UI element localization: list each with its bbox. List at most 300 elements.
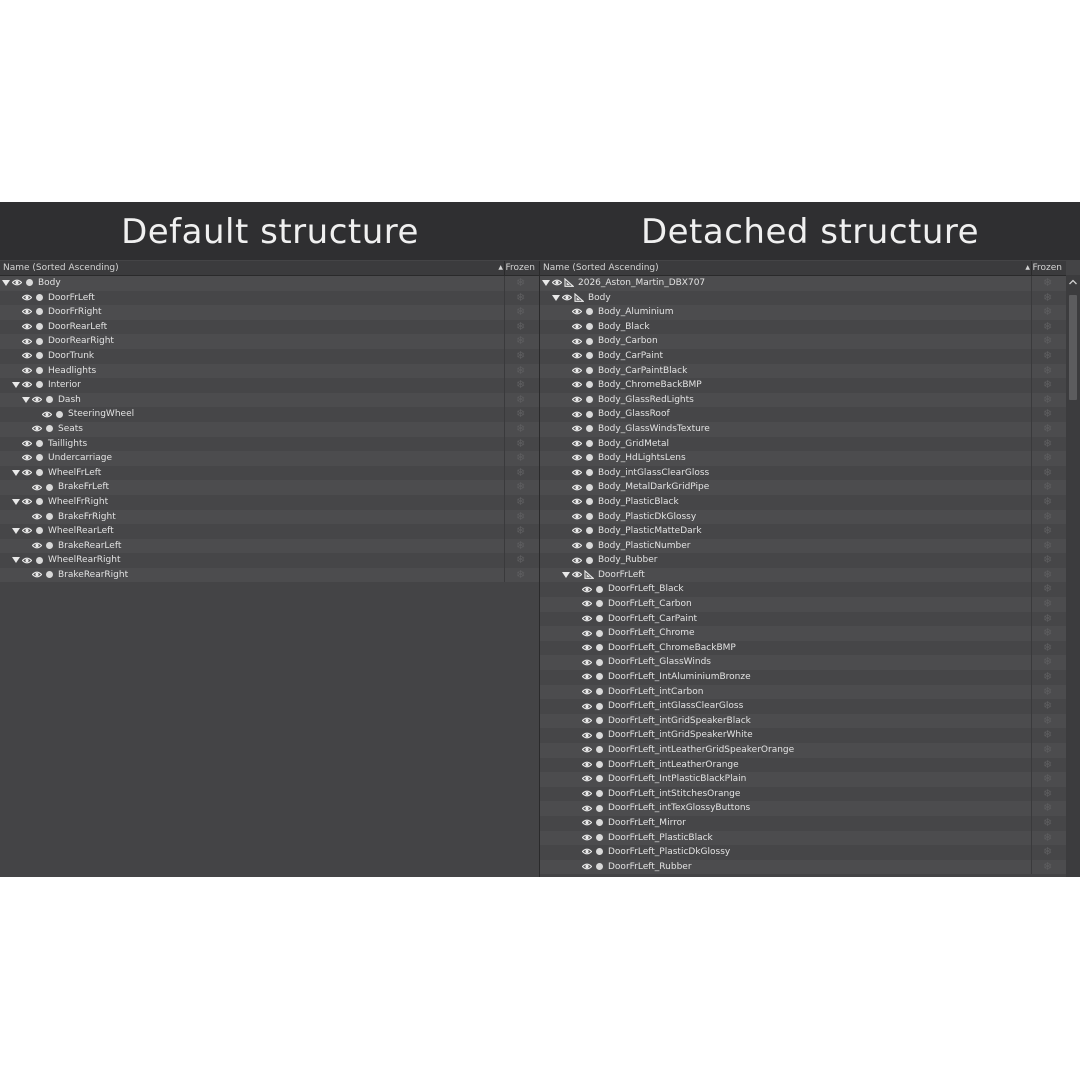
snowflake-icon[interactable]: ❄	[516, 524, 526, 538]
expand-triangle-icon[interactable]	[12, 557, 20, 563]
snowflake-icon[interactable]: ❄	[1043, 319, 1053, 333]
eye-icon[interactable]	[572, 308, 582, 315]
eye-icon[interactable]	[572, 498, 582, 505]
tree-row-label: DoorFrLeft_intGridSpeakerWhite	[608, 730, 753, 741]
column-divider	[1031, 320, 1032, 335]
tree-row[interactable]	[0, 510, 539, 525]
eye-icon[interactable]	[572, 527, 582, 534]
snowflake-icon[interactable]: ❄	[516, 348, 526, 362]
tree-row-label: SteeringWheel	[68, 409, 135, 420]
eye-icon[interactable]	[552, 279, 562, 286]
eye-icon[interactable]	[572, 440, 582, 447]
snowflake-icon[interactable]: ❄	[1043, 786, 1053, 800]
snowflake-icon[interactable]: ❄	[516, 553, 526, 567]
snowflake-icon[interactable]: ❄	[1043, 305, 1053, 319]
eye-icon[interactable]	[572, 323, 582, 330]
dot-icon	[36, 557, 43, 564]
tree-row[interactable]	[540, 539, 1066, 554]
column-divider	[1031, 787, 1032, 802]
eye-icon[interactable]	[22, 498, 32, 505]
snowflake-icon[interactable]: ❄	[1043, 290, 1053, 304]
eye-icon[interactable]	[582, 834, 592, 841]
snowflake-icon[interactable]: ❄	[1043, 815, 1053, 829]
dot-icon	[36, 294, 43, 301]
tree-row-label: DoorFrLeft	[48, 292, 95, 303]
eye-icon[interactable]	[572, 571, 582, 578]
eye-icon[interactable]	[582, 805, 592, 812]
eye-icon[interactable]	[22, 338, 32, 345]
expand-triangle-icon[interactable]	[542, 280, 550, 286]
snowflake-icon[interactable]: ❄	[1043, 713, 1053, 727]
snowflake-icon[interactable]: ❄	[1043, 348, 1053, 362]
column-divider	[1031, 524, 1032, 539]
tree-row-label: Body_intGlassClearGloss	[598, 467, 710, 478]
tree-row-label: Body_Black	[598, 321, 650, 332]
snowflake-icon[interactable]: ❄	[516, 334, 526, 348]
eye-icon[interactable]	[572, 557, 582, 564]
tree-row[interactable]	[540, 714, 1066, 729]
column-divider	[504, 393, 505, 408]
tree-row[interactable]	[540, 626, 1066, 641]
tree-row-label: DoorFrLeft_GlassWinds	[608, 657, 711, 668]
eye-icon[interactable]	[572, 381, 582, 388]
snowflake-icon[interactable]: ❄	[1043, 640, 1053, 654]
expand-triangle-icon[interactable]	[12, 499, 20, 505]
tree-row[interactable]	[540, 524, 1066, 539]
tree-row-label: Body_HdLightsLens	[598, 453, 686, 464]
snowflake-icon[interactable]: ❄	[1043, 276, 1053, 289]
eye-icon[interactable]	[572, 454, 582, 461]
tree-row[interactable]	[540, 655, 1066, 670]
eye-icon[interactable]	[582, 644, 592, 651]
tree-row[interactable]	[540, 276, 1066, 291]
tree-row-label: DoorFrLeft_Black	[608, 584, 684, 595]
eye-icon[interactable]	[582, 703, 592, 710]
expand-triangle-icon[interactable]	[12, 382, 20, 388]
eye-icon[interactable]	[572, 411, 582, 418]
dot-icon	[46, 425, 53, 432]
eye-icon[interactable]	[582, 761, 592, 768]
tree-row[interactable]	[0, 437, 539, 452]
tree-row[interactable]	[0, 291, 539, 306]
snowflake-icon[interactable]: ❄	[1043, 655, 1053, 669]
eye-icon[interactable]	[32, 396, 42, 403]
eye-icon[interactable]	[582, 673, 592, 680]
tree-row-label: DoorFrLeft_Chrome	[608, 628, 695, 639]
tree-row-label: DoorFrRight	[48, 307, 102, 318]
eye-icon[interactable]	[22, 527, 32, 534]
dot-icon	[586, 367, 593, 374]
expand-triangle-icon[interactable]	[22, 397, 30, 403]
snowflake-icon[interactable]: ❄	[1043, 757, 1053, 771]
tree-row[interactable]	[540, 641, 1066, 656]
eye-icon[interactable]	[22, 381, 32, 388]
right-column-header[interactable]	[540, 261, 1066, 276]
snowflake-icon[interactable]: ❄	[516, 363, 526, 377]
snowflake-icon[interactable]: ❄	[516, 436, 526, 450]
tree-row[interactable]	[540, 291, 1066, 306]
tree-row[interactable]	[0, 480, 539, 495]
column-divider	[1031, 305, 1032, 320]
tree-row-label: Body	[588, 292, 611, 303]
eye-icon[interactable]	[32, 425, 42, 432]
tree-row[interactable]	[0, 349, 539, 364]
eye-icon[interactable]	[22, 440, 32, 447]
tree-row[interactable]	[0, 305, 539, 320]
column-divider	[1031, 378, 1032, 393]
snowflake-icon[interactable]: ❄	[516, 567, 526, 581]
tree-row-label: BrakeFrLeft	[58, 482, 109, 493]
eye-icon[interactable]	[572, 425, 582, 432]
tree-row[interactable]	[0, 276, 539, 291]
eye-icon[interactable]	[582, 746, 592, 753]
tree-row-label: Interior	[48, 380, 81, 391]
eye-icon[interactable]	[582, 600, 592, 607]
dot-icon	[586, 323, 593, 330]
left-column-header[interactable]	[0, 261, 539, 276]
snowflake-icon[interactable]: ❄	[1043, 494, 1053, 508]
eye-icon[interactable]	[582, 732, 592, 739]
tree-row[interactable]	[540, 743, 1066, 758]
column-divider	[504, 553, 505, 568]
frozen-column-header[interactable]: Frozen	[505, 263, 535, 273]
tree-row[interactable]	[540, 510, 1066, 525]
eye-icon[interactable]	[582, 688, 592, 695]
tree-row[interactable]	[0, 378, 539, 393]
column-divider	[1031, 349, 1032, 364]
column-divider	[504, 276, 505, 291]
tree-row[interactable]	[540, 305, 1066, 320]
tree-row-label: DoorFrLeft_intLeatherOrange	[608, 759, 739, 770]
column-divider	[1031, 728, 1032, 743]
column-divider	[1031, 641, 1032, 656]
snowflake-icon[interactable]: ❄	[1043, 626, 1053, 640]
tree-row-label: Body_Rubber	[598, 555, 658, 566]
right-tree	[540, 276, 1066, 874]
tree-row[interactable]	[0, 422, 539, 437]
tree-row-label: Headlights	[48, 365, 97, 376]
tree-row[interactable]	[0, 320, 539, 335]
expand-triangle-icon[interactable]	[552, 295, 560, 301]
snowflake-icon[interactable]: ❄	[516, 451, 526, 465]
dot-icon	[596, 600, 603, 607]
tree-row-label: DoorFrLeft_intStitchesOrange	[608, 788, 741, 799]
eye-icon[interactable]	[572, 542, 582, 549]
snowflake-icon[interactable]: ❄	[1043, 480, 1053, 494]
snowflake-icon[interactable]: ❄	[516, 407, 526, 421]
vertical-scrollbar[interactable]	[1066, 275, 1080, 877]
snowflake-icon[interactable]: ❄	[1043, 670, 1053, 684]
dot-icon	[596, 644, 603, 651]
tree-row[interactable]	[540, 845, 1066, 860]
tree-row[interactable]	[540, 831, 1066, 846]
eye-icon[interactable]	[582, 659, 592, 666]
tree-row[interactable]	[540, 670, 1066, 685]
tree-row-label: Undercarriage	[48, 453, 113, 464]
dot-icon	[36, 352, 43, 359]
eye-icon[interactable]	[582, 717, 592, 724]
column-divider	[1031, 422, 1032, 437]
eye-icon[interactable]	[22, 294, 32, 301]
snowflake-icon[interactable]: ❄	[1043, 421, 1053, 435]
eye-icon[interactable]	[582, 586, 592, 593]
column-divider	[1031, 612, 1032, 627]
tree-row-label: BrakeFrRight	[58, 511, 116, 522]
tree-row[interactable]	[540, 553, 1066, 568]
tree-row[interactable]	[0, 539, 539, 554]
tree-row[interactable]	[540, 349, 1066, 364]
snowflake-icon[interactable]: ❄	[1043, 830, 1053, 844]
snowflake-icon[interactable]: ❄	[1043, 334, 1053, 348]
tree-row[interactable]	[540, 568, 1066, 583]
dot-icon	[586, 352, 593, 359]
snowflake-icon[interactable]: ❄	[516, 392, 526, 406]
dot-icon	[586, 338, 593, 345]
snowflake-icon[interactable]: ❄	[1043, 363, 1053, 377]
snowflake-icon[interactable]: ❄	[1043, 436, 1053, 450]
dot-icon	[46, 513, 53, 520]
snowflake-icon[interactable]: ❄	[1043, 465, 1053, 479]
eye-icon[interactable]	[42, 411, 52, 418]
expand-triangle-icon[interactable]	[2, 280, 10, 286]
tree-row[interactable]	[540, 699, 1066, 714]
dot-icon	[586, 484, 593, 491]
dot-icon	[596, 834, 603, 841]
snowflake-icon[interactable]: ❄	[516, 421, 526, 435]
column-divider	[1031, 597, 1032, 612]
snowflake-icon[interactable]: ❄	[516, 290, 526, 304]
tree-row-label: BrakeRearLeft	[58, 540, 122, 551]
eye-icon[interactable]	[572, 338, 582, 345]
eye-icon[interactable]	[32, 571, 42, 578]
column-divider	[1031, 801, 1032, 816]
tree-row-label: Body_Aluminium	[598, 307, 674, 318]
expand-triangle-icon[interactable]	[12, 528, 20, 534]
tree-row-label: Body_Carbon	[598, 336, 658, 347]
tree-row[interactable]	[540, 772, 1066, 787]
snowflake-icon[interactable]: ❄	[516, 494, 526, 508]
eye-icon[interactable]	[582, 819, 592, 826]
eye-icon[interactable]	[22, 469, 32, 476]
column-divider	[1031, 831, 1032, 846]
dot-icon	[596, 805, 603, 812]
snowflake-icon[interactable]: ❄	[1043, 582, 1053, 596]
snowflake-icon[interactable]: ❄	[1043, 597, 1053, 611]
tree-row[interactable]	[540, 451, 1066, 466]
eye-icon[interactable]	[22, 308, 32, 315]
tree-row-label: Body_PlasticBlack	[598, 496, 679, 507]
snowflake-icon[interactable]: ❄	[516, 319, 526, 333]
tree-row[interactable]	[540, 422, 1066, 437]
dot-icon	[36, 527, 43, 534]
dot-icon	[586, 498, 593, 505]
eye-icon[interactable]	[582, 630, 592, 637]
dot-icon	[36, 323, 43, 330]
dot-icon	[36, 469, 43, 476]
eye-icon[interactable]	[12, 279, 22, 286]
eye-icon[interactable]	[572, 484, 582, 491]
snowflake-icon[interactable]: ❄	[1043, 845, 1053, 859]
expand-triangle-icon[interactable]	[12, 470, 20, 476]
tree-row-label: Taillights	[48, 438, 88, 449]
tree-row-label: DoorTrunk	[48, 350, 95, 361]
tree-row[interactable]	[540, 758, 1066, 773]
snowflake-icon[interactable]: ❄	[1043, 509, 1053, 523]
tree-row-label: WheelRearLeft	[48, 526, 114, 537]
tree-row-label: DoorFrLeft_intGlassClearGloss	[608, 701, 744, 712]
tree-row[interactable]	[0, 466, 539, 481]
snowflake-icon[interactable]: ❄	[516, 465, 526, 479]
tree-row[interactable]	[540, 378, 1066, 393]
snowflake-icon[interactable]: ❄	[1043, 451, 1053, 465]
snowflake-icon[interactable]: ❄	[516, 276, 526, 289]
snowflake-icon[interactable]: ❄	[1043, 772, 1053, 786]
dot-icon	[596, 775, 603, 782]
eye-icon[interactable]	[22, 367, 32, 374]
tree-row-label: DoorFrLeft_PlasticBlack	[608, 832, 713, 843]
tree-row[interactable]	[0, 524, 539, 539]
name-column-header[interactable]: Name (Sorted Ascending)	[543, 263, 659, 273]
dot-icon	[596, 586, 603, 593]
scroll-up-icon[interactable]	[1069, 279, 1077, 285]
eye-icon[interactable]	[572, 367, 582, 374]
eye-icon[interactable]	[572, 513, 582, 520]
sort-ascending-icon: ▲	[498, 264, 503, 271]
outliner-comparison	[0, 202, 1080, 877]
tree-row-label: Dash	[58, 394, 81, 405]
eye-icon[interactable]	[32, 542, 42, 549]
snowflake-icon[interactable]: ❄	[516, 509, 526, 523]
snowflake-icon[interactable]: ❄	[516, 378, 526, 392]
eye-icon[interactable]	[22, 557, 32, 564]
snowflake-icon[interactable]: ❄	[1043, 378, 1053, 392]
tree-row[interactable]	[540, 393, 1066, 408]
tree-row-label: DoorFrLeft	[598, 569, 645, 580]
frozen-column-header[interactable]: Frozen	[1032, 263, 1062, 273]
tree-row[interactable]	[540, 334, 1066, 349]
snowflake-icon[interactable]: ❄	[1043, 524, 1053, 538]
snowflake-icon[interactable]: ❄	[1043, 553, 1053, 567]
snowflake-icon[interactable]: ❄	[1043, 699, 1053, 713]
dot-icon	[36, 338, 43, 345]
column-divider	[504, 480, 505, 495]
scrollbar-thumb[interactable]	[1069, 295, 1077, 400]
dot-icon	[586, 469, 593, 476]
title-default-structure: Default structure	[121, 212, 419, 252]
tree-row[interactable]	[0, 364, 539, 379]
tree-row[interactable]	[540, 480, 1066, 495]
dot-icon	[586, 513, 593, 520]
tree-row[interactable]	[0, 553, 539, 568]
tree-row[interactable]	[540, 320, 1066, 335]
eye-icon[interactable]	[582, 615, 592, 622]
snowflake-icon[interactable]: ❄	[1043, 728, 1053, 742]
snowflake-icon[interactable]: ❄	[1043, 684, 1053, 698]
name-column-header[interactable]: Name (Sorted Ascending)	[3, 263, 119, 273]
eye-icon[interactable]	[572, 396, 582, 403]
snowflake-icon[interactable]: ❄	[1043, 859, 1053, 873]
eye-icon[interactable]	[582, 775, 592, 782]
tree-row[interactable]	[540, 728, 1066, 743]
dot-icon	[46, 396, 53, 403]
eye-icon[interactable]	[572, 469, 582, 476]
tree-row[interactable]	[540, 801, 1066, 816]
column-divider	[504, 422, 505, 437]
tree-row[interactable]	[540, 364, 1066, 379]
snowflake-icon[interactable]: ❄	[1043, 801, 1053, 815]
snowflake-icon[interactable]: ❄	[1043, 538, 1053, 552]
column-divider	[1031, 714, 1032, 729]
eye-icon[interactable]	[32, 513, 42, 520]
eye-icon[interactable]	[22, 352, 32, 359]
tree-row-label: DoorRearLeft	[48, 321, 108, 332]
tree-row-label: WheelFrRight	[48, 496, 109, 507]
tree-row[interactable]	[540, 816, 1066, 831]
column-divider	[1031, 291, 1032, 306]
column-divider	[504, 466, 505, 481]
dot-icon	[596, 630, 603, 637]
tree-row[interactable]	[540, 407, 1066, 422]
tree-row[interactable]	[0, 407, 539, 422]
dot-icon	[596, 703, 603, 710]
snowflake-icon[interactable]: ❄	[1043, 567, 1053, 581]
tree-row-label: DoorFrLeft_intLeatherGridSpeakerOrange	[608, 745, 795, 755]
snowflake-icon[interactable]: ❄	[1043, 611, 1053, 625]
tree-row[interactable]	[540, 466, 1066, 481]
tree-row[interactable]	[540, 612, 1066, 627]
eye-icon[interactable]	[572, 352, 582, 359]
column-divider	[1031, 480, 1032, 495]
tree-row[interactable]	[540, 597, 1066, 612]
tree-row[interactable]	[540, 495, 1066, 510]
eye-icon[interactable]	[22, 323, 32, 330]
snowflake-icon[interactable]: ❄	[1043, 743, 1053, 756]
triangle-ruler-icon	[564, 278, 574, 287]
column-divider	[1031, 276, 1032, 291]
eye-icon[interactable]	[32, 484, 42, 491]
tree-row-label: Body_GlassRoof	[598, 409, 670, 420]
tree-row[interactable]	[540, 685, 1066, 700]
tree-row[interactable]	[540, 582, 1066, 597]
tree-row[interactable]	[540, 787, 1066, 802]
snowflake-icon[interactable]: ❄	[516, 480, 526, 494]
tree-row-label: DoorFrLeft_Carbon	[608, 599, 692, 610]
dot-icon	[46, 571, 53, 578]
tree-row-label: Body_GlassWindsTexture	[598, 423, 710, 434]
eye-icon[interactable]	[22, 454, 32, 461]
tree-row[interactable]	[0, 393, 539, 408]
tree-row[interactable]	[0, 451, 539, 466]
snowflake-icon[interactable]: ❄	[516, 305, 526, 319]
eye-icon[interactable]	[582, 790, 592, 797]
tree-row[interactable]	[540, 860, 1066, 875]
tree-row[interactable]	[0, 495, 539, 510]
column-divider	[504, 524, 505, 539]
eye-icon[interactable]	[582, 863, 592, 870]
tree-row-label: Body_PlasticMatteDark	[598, 526, 702, 537]
tree-row[interactable]	[0, 334, 539, 349]
tree-row[interactable]	[540, 437, 1066, 452]
snowflake-icon[interactable]: ❄	[1043, 407, 1053, 421]
eye-icon[interactable]	[562, 294, 572, 301]
eye-icon[interactable]	[582, 848, 592, 855]
column-divider	[1031, 743, 1032, 758]
tree-row[interactable]	[0, 568, 539, 583]
snowflake-icon[interactable]: ❄	[516, 538, 526, 552]
snowflake-icon[interactable]: ❄	[1043, 392, 1053, 406]
tree-row-label: DoorFrLeft_PlasticDkGlossy	[608, 847, 731, 858]
expand-triangle-icon[interactable]	[562, 572, 570, 578]
